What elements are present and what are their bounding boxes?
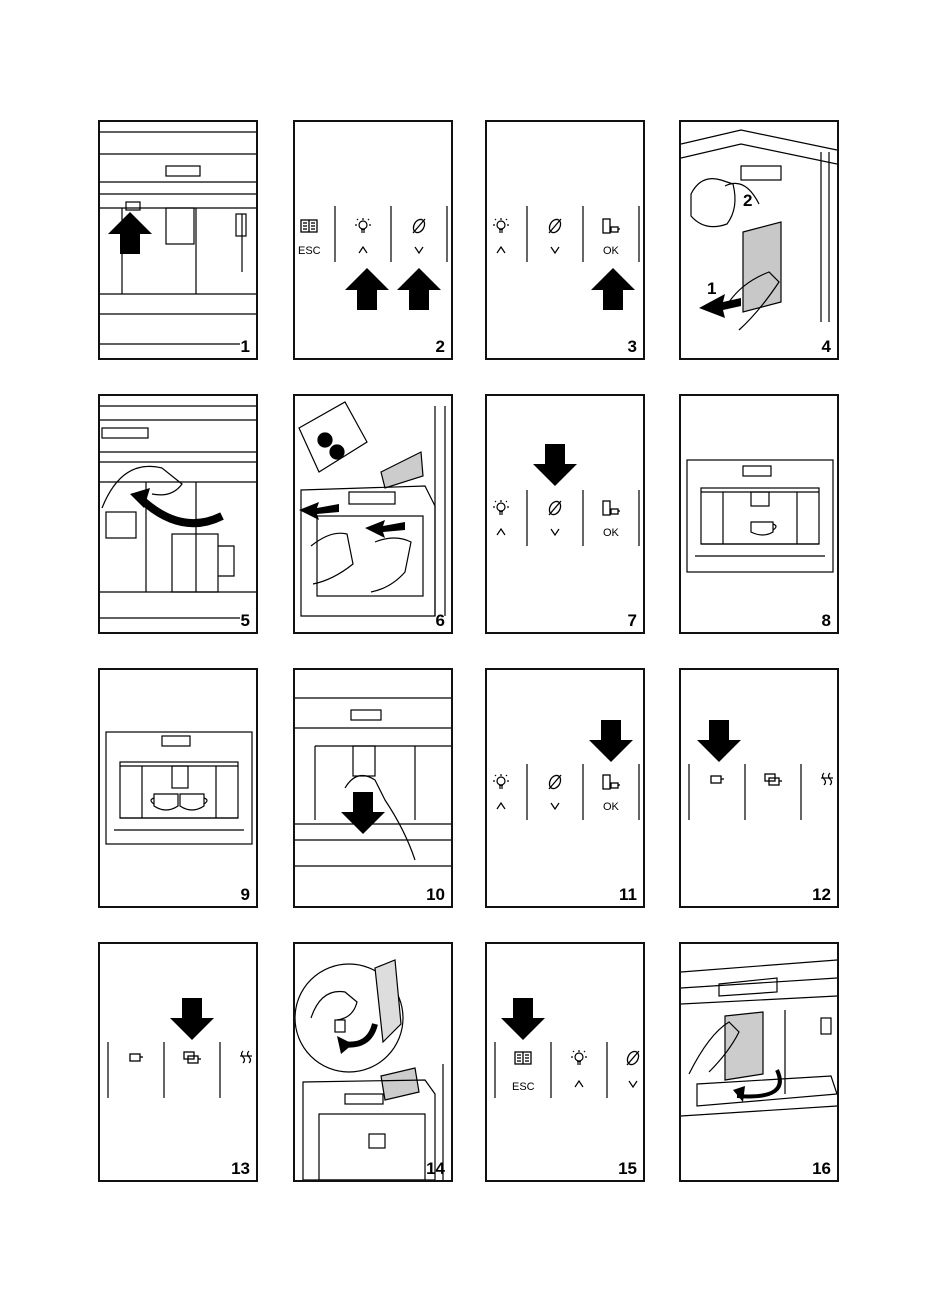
rotate-arrow-icon (733, 1086, 745, 1102)
figure-number: 14 (426, 1159, 445, 1178)
figure-12 (679, 668, 839, 908)
control-panel-illustration (487, 396, 643, 632)
control-panel-illustration (487, 122, 643, 358)
figure-number: 1 (240, 337, 250, 356)
arrow-left-icon (699, 294, 741, 318)
figure-8 (679, 394, 839, 634)
callout-2: 2 (743, 191, 753, 210)
cup-icon (130, 1054, 143, 1061)
figure-14 (293, 942, 453, 1182)
steam-icon (240, 1051, 252, 1063)
two-cups-illustration (100, 670, 256, 906)
figure-9 (98, 668, 258, 908)
ok-label: OK (603, 245, 619, 257)
esc-label: ESC (512, 1081, 535, 1093)
figure-4 (679, 120, 839, 360)
steam-icon (821, 773, 833, 785)
arrow-up-icon (397, 268, 441, 310)
control-panel-illustration (487, 944, 643, 1180)
figure-number: 3 (627, 337, 637, 356)
figure-number: 6 (435, 611, 445, 630)
esc-label: ESC (298, 245, 321, 257)
figure-15 (485, 942, 645, 1182)
figure-number: 9 (240, 885, 250, 904)
arrow-left-icon (299, 502, 339, 520)
grinder-adjust-illustration (295, 944, 451, 1180)
pot-icon (603, 501, 620, 515)
figure-number: 11 (619, 885, 637, 904)
menu-icon (301, 220, 317, 232)
figure-2 (293, 120, 453, 360)
water-tank-illustration (681, 122, 837, 358)
figure-number: 10 (426, 885, 445, 904)
arrow-up-icon (591, 268, 635, 310)
figure-number: 16 (812, 1159, 831, 1178)
bean-icon (547, 217, 563, 234)
light-icon (493, 218, 509, 232)
figure-number: 5 (240, 611, 250, 630)
arrow-up-icon (108, 212, 152, 254)
spout-lower-illustration (295, 670, 451, 906)
figure-1 (98, 120, 258, 360)
caret-down-icon (629, 1081, 637, 1087)
drip-tray-illustration (681, 944, 837, 1180)
arrow-up-icon (345, 268, 389, 310)
caret-up-icon (359, 247, 367, 253)
caret-down-icon (551, 529, 559, 535)
figure-number: 12 (812, 885, 831, 904)
caret-down-icon (415, 247, 423, 253)
caret-up-icon (497, 529, 505, 535)
control-panel-illustration (295, 122, 451, 358)
caret-up-icon (497, 247, 505, 253)
arrow-down-icon (341, 792, 385, 834)
bean-icon (547, 773, 563, 790)
caret-down-icon (551, 247, 559, 253)
arrow-left-icon (365, 520, 405, 538)
bean-icon (625, 1049, 641, 1066)
pot-icon (603, 219, 620, 233)
arrow-down-icon (501, 998, 545, 1040)
figure-number: 4 (821, 337, 831, 356)
cup-icon (711, 776, 724, 783)
control-panel-illustration (487, 670, 643, 906)
figure-number: 13 (231, 1159, 250, 1178)
pot-icon (603, 775, 620, 789)
arrow-down-icon (533, 444, 577, 486)
figure-13 (98, 942, 258, 1182)
figure-number: 7 (627, 611, 637, 630)
control-panel-illustration (100, 944, 256, 1180)
ok-label: OK (603, 527, 619, 539)
caret-down-icon (551, 803, 559, 809)
light-icon (493, 774, 509, 788)
light-icon (571, 1050, 587, 1064)
control-panel-illustration (681, 670, 837, 906)
figure-number: 2 (435, 337, 445, 356)
bean-icon (547, 499, 563, 516)
figure-10 (293, 668, 453, 908)
figure-7 (485, 394, 645, 634)
figure-16 (679, 942, 839, 1182)
arrow-down-icon (589, 720, 633, 762)
two-cups-icon (765, 774, 782, 785)
callout-1: 1 (707, 279, 717, 298)
light-icon (355, 218, 371, 232)
figure-6 (293, 394, 453, 634)
arrow-down-icon (170, 998, 214, 1040)
menu-icon (515, 1052, 531, 1064)
two-cups-icon (184, 1052, 201, 1063)
caret-up-icon (575, 1081, 583, 1087)
single-cup-illustration (681, 396, 837, 632)
figure-11 (485, 668, 645, 908)
figure-number: 15 (618, 1159, 637, 1178)
figure-3 (485, 120, 645, 360)
light-icon (493, 500, 509, 514)
spout-adjust-illustration (100, 396, 256, 632)
bean-icon (411, 217, 427, 234)
arrow-down-icon (697, 720, 741, 762)
figure-number: 8 (821, 611, 831, 630)
machine-front-illustration (100, 122, 256, 358)
caret-up-icon (497, 803, 505, 809)
bean-container-illustration (295, 396, 451, 632)
figure-5 (98, 394, 258, 634)
ok-label: OK (603, 801, 619, 813)
